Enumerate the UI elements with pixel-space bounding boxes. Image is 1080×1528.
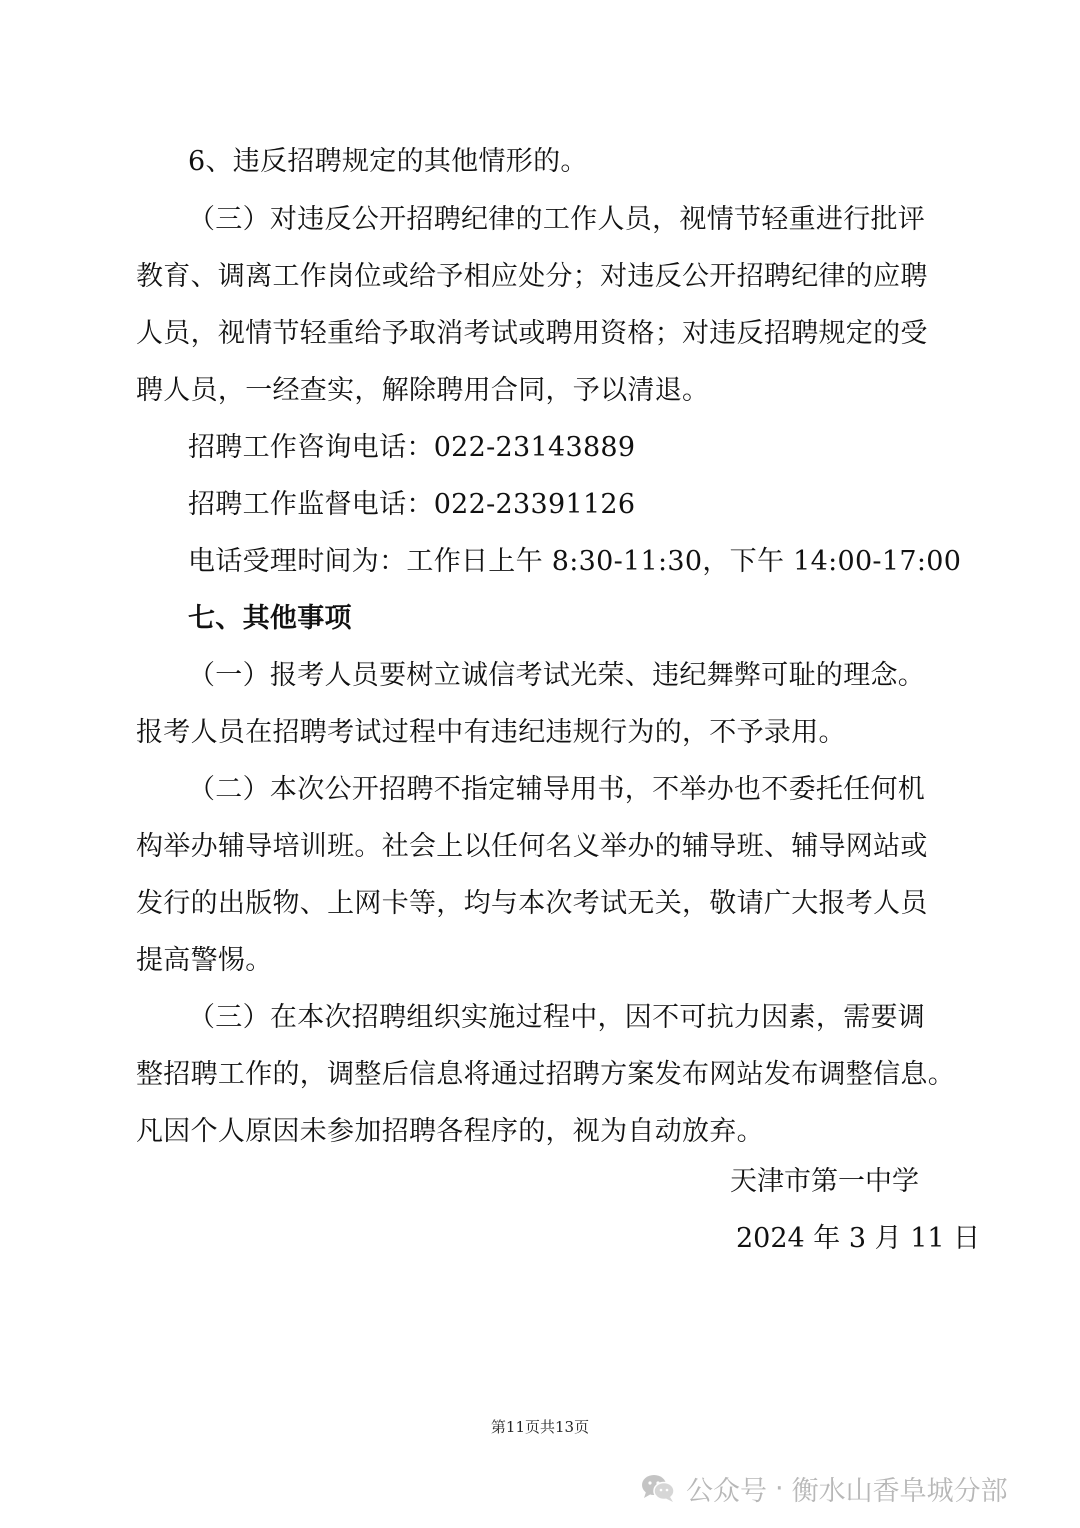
supervise-phone: 招聘工作监督电话：022-23391126 [188, 489, 636, 520]
watermark-account: 衡水山香阜城分部 [791, 1475, 1008, 1507]
paragraph-line: 发行的出版物、上网卡等，均与本次考试无关，敬请广大报考人员 [136, 888, 928, 919]
wechat-icon [640, 1473, 676, 1503]
list-item-6: 6、违反招聘规定的其他情形的。 [188, 146, 588, 177]
paragraph-line: 报考人员在招聘考试过程中有违纪违规行为的，不予录用。 [136, 717, 846, 748]
signature-date: 2024 年 3 月 11 日 [736, 1223, 981, 1254]
paragraph-line: 整招聘工作的，调整后信息将通过招聘方案发布网站发布调整信息。 [136, 1059, 955, 1090]
page-number: 第11页共13页 [490, 1418, 590, 1436]
watermark-separator: · [775, 1472, 784, 1504]
paragraph-line: 构举办辅导培训班。社会上以任何名义举办的辅导班、辅导网站或 [136, 831, 928, 862]
watermark-label: 公众号 [686, 1475, 767, 1507]
paragraph-line: 提高警惕。 [136, 945, 273, 976]
watermark [640, 1466, 1008, 1510]
paragraph-line: 教育、调离工作岗位或给予相应处分；对违反公开招聘纪律的应聘 [136, 261, 928, 292]
consult-phone: 招聘工作咨询电话：022-23143889 [188, 432, 636, 463]
phone-hours: 电话受理时间为：工作日上午 8:30-11:30，下午 14:00-17:00 [188, 546, 962, 577]
paragraph-line: （三）对违反公开招聘纪律的工作人员，视情节轻重进行批评 [188, 204, 926, 235]
paragraph-line: 人员，视情节轻重给予取消考试或聘用资格；对违反招聘规定的受 [136, 318, 928, 349]
signature-organization: 天津市第一中学 [730, 1166, 919, 1197]
paragraph-line: 凡因个人原因未参加招聘各程序的，视为自动放弃。 [136, 1116, 764, 1147]
paragraph-line: 聘人员，一经查实，解除聘用合同，予以清退。 [136, 375, 710, 406]
paragraph-line: （一）报考人员要树立诚信考试光荣、违纪舞弊可耻的理念。 [188, 660, 926, 691]
section-heading: 七、其他事项 [188, 603, 352, 634]
paragraph-line: （二）本次公开招聘不指定辅导用书，不举办也不委托任何机 [188, 774, 926, 805]
paragraph-line: （三）在本次招聘组织实施过程中，因不可抗力因素，需要调 [188, 1002, 926, 1033]
